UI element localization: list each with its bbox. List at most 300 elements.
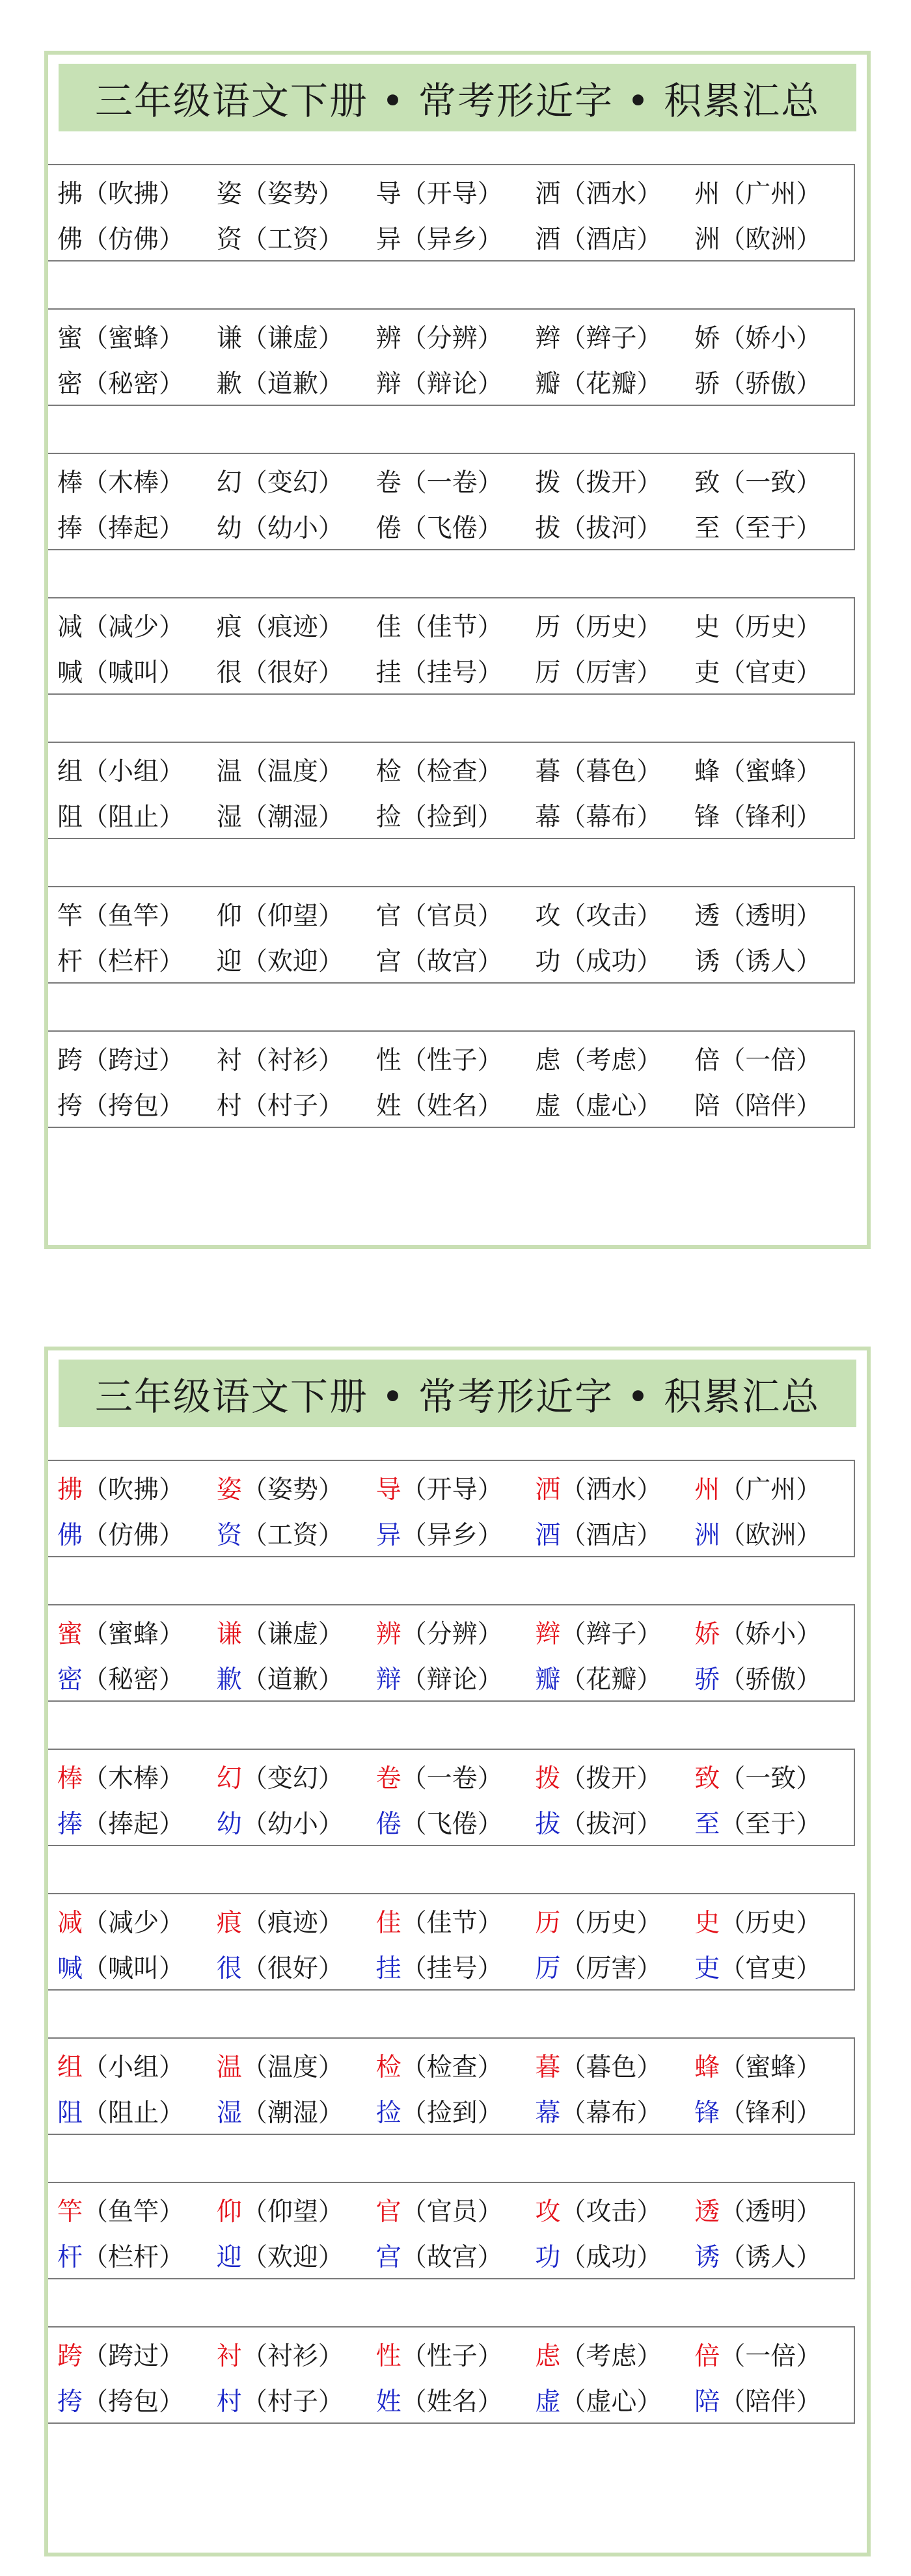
character: 组 [57,757,83,786]
character: 幕 [535,2099,561,2128]
char-pair [57,1948,217,1985]
group-row-bottom [48,1799,854,1845]
character: 竿 [57,902,83,931]
char-pair [217,2192,376,2228]
character: 很 [216,658,242,688]
char-pair [376,2381,536,2418]
example-word: （潮湿） [241,803,344,832]
char-pair [535,174,694,210]
character: 姓 [375,2387,401,2417]
char-pair [694,751,854,788]
character: 娇 [694,324,720,353]
char-pair [535,364,694,400]
character: 倦 [375,1810,401,1839]
character: 虑 [535,1046,561,1075]
char-pair [694,1469,854,1506]
character: 锋 [694,2099,720,2128]
char-pair [376,2237,536,2274]
char-pair [376,219,536,256]
example-word: （捡到） [401,803,503,832]
char-pair [376,2093,536,2129]
example-word: （锋利） [720,2099,822,2128]
example-word: （检查） [401,2053,503,2082]
example-word: （捧起） [83,1810,185,1839]
example-word: （鱼竿） [83,902,185,931]
char-pair [535,1948,694,1985]
char-pair [217,2237,376,2274]
char-pair [217,1903,376,1939]
char-pair [217,1614,376,1650]
group-row-top [48,314,854,359]
character: 衬 [216,2342,242,2371]
char-pair [376,2192,536,2228]
character: 资 [216,225,242,254]
char-pair [694,1758,854,1795]
groups-colored [48,1460,867,2424]
character: 挎 [57,1092,83,1121]
example-word: （洒水） [560,1475,662,1505]
char-pair [535,2093,694,2129]
char-pair [217,751,376,788]
character: 历 [535,1909,561,1938]
character: 村 [216,1092,242,1121]
character: 透 [694,2197,720,2227]
character: 洒 [535,1475,561,1505]
char-pair [376,1469,536,1506]
char-pair [535,2237,694,2274]
character: 陪 [694,1092,720,1121]
example-word: （娇小） [720,324,822,353]
example-word: （很好） [241,1954,344,1983]
example-word: （虚心） [560,1092,662,1121]
example-word: （历史） [720,1909,822,1938]
char-pair [694,219,854,256]
example-word: （暮色） [560,2053,662,2082]
character: 卷 [375,1764,401,1793]
example-word: （蜜蜂） [83,324,185,353]
char-pair [694,607,854,643]
example-word: （考虑） [560,1046,662,1075]
char-pair [217,1948,376,1985]
char-pair [57,652,217,689]
char-pair [57,941,217,978]
example-word: （检查） [401,757,503,786]
character: 减 [57,1909,83,1938]
example-word: （阻止） [83,803,185,832]
example-word: （历史） [720,613,822,642]
char-pair [376,1040,536,1077]
char-pair [57,1040,217,1077]
example-word: （温度） [241,757,344,786]
group-row-bottom [48,1081,854,1127]
example-word: （官吏） [720,658,822,688]
example-word: （捧起） [83,514,185,543]
example-word: （透明） [720,902,822,931]
group-row-bottom [48,503,854,549]
char-pair [57,174,217,210]
character: 吏 [694,1954,720,1983]
group-row-top [48,747,854,792]
char-pair [694,2381,854,2418]
character: 杆 [57,2243,83,2272]
character: 竿 [57,2197,83,2227]
group-row-top [48,1609,854,1655]
char-pair [217,174,376,210]
char-pair [57,1515,217,1551]
char-pair [217,2047,376,2084]
character: 温 [216,757,242,786]
character: 拔 [535,514,561,543]
char-pair [57,2192,217,2228]
example-word: （佳节） [401,613,503,642]
example-word: （痕迹） [241,1909,344,1938]
character: 酒 [535,225,561,254]
char-pair [535,508,694,544]
char-pair [694,1804,854,1840]
char-group-1 [48,164,855,262]
character: 卷 [375,468,401,498]
char-pair [694,797,854,833]
character: 洲 [694,1521,720,1550]
char-pair [376,174,536,210]
character: 娇 [694,1620,720,1649]
character: 仰 [216,2197,242,2227]
example-word: （喊叫） [83,1954,185,1983]
group-row-bottom [48,937,854,982]
example-word: （娇小） [720,1620,822,1649]
example-word: （很好） [241,658,344,688]
example-word: （一倍） [720,1046,822,1075]
char-pair [376,1659,536,1696]
character: 佳 [375,1909,401,1938]
char-pair [535,1903,694,1939]
character: 幻 [216,1764,242,1793]
character: 湿 [216,2099,242,2128]
char-pair [57,1804,217,1840]
example-word: （虚心） [560,2387,662,2417]
example-word: （吹拂） [83,180,185,209]
example-word: （谦虚） [241,1620,344,1649]
character: 辨 [375,1620,401,1649]
character: 痕 [216,1909,242,1938]
character: 捡 [375,2099,401,2128]
character: 挂 [375,1954,401,1983]
example-word: （拔河） [560,1810,662,1839]
character: 佛 [57,225,83,254]
character: 倦 [375,514,401,543]
char-pair [376,1903,536,1939]
character: 倍 [694,1046,720,1075]
char-pair [535,652,694,689]
example-word: （开导） [401,1475,503,1505]
char-pair [694,1903,854,1939]
character: 密 [57,1665,83,1695]
example-word: （花瓣） [560,1665,662,1695]
char-pair [535,2192,694,2228]
example-word: （捡到） [401,2099,503,2128]
example-word: （衬衫） [241,1046,344,1075]
example-word: （仰望） [241,2197,344,2227]
group-row-bottom [48,2088,854,2134]
char-pair [57,364,217,400]
example-word: （痕迹） [241,613,344,642]
example-word: （拨开） [560,1764,662,1793]
char-group-1 [48,1460,855,1557]
character: 官 [375,902,401,931]
character: 致 [694,468,720,498]
char-pair [694,2192,854,2228]
example-word: （跨过） [83,2342,185,2371]
character: 迎 [216,2243,242,2272]
character: 诱 [694,947,720,976]
character: 佛 [57,1521,83,1550]
char-pair [57,1614,217,1650]
character: 厉 [535,658,561,688]
char-pair [376,896,536,932]
example-word: （姿势） [241,180,344,209]
group-row-top [48,1036,854,1081]
example-word: （幼小） [241,514,344,543]
example-word: （木棒） [83,1764,185,1793]
char-pair [535,2336,694,2372]
character: 致 [694,1764,720,1793]
example-word: （一致） [720,468,822,498]
character: 洲 [694,225,720,254]
character: 瓣 [535,369,561,399]
character: 州 [694,180,720,209]
char-pair [535,1758,694,1795]
character: 辫 [535,1620,561,1649]
char-pair [376,318,536,355]
example-word: （至于） [720,514,822,543]
example-word: （骄傲） [720,1665,822,1695]
character: 功 [535,947,561,976]
char-pair [694,1086,854,1122]
char-pair [376,1804,536,1840]
character: 至 [694,1810,720,1839]
character: 喊 [57,1954,83,1983]
group-row-top [48,1754,854,1799]
char-pair [376,1948,536,1985]
char-pair [694,463,854,499]
example-word: （栏杆） [83,947,185,976]
character: 杆 [57,947,83,976]
char-pair [535,1804,694,1840]
character: 至 [694,514,720,543]
group-row-top [48,1898,854,1944]
example-word: （辫子） [560,1620,662,1649]
example-word: （飞倦） [401,1810,503,1839]
character: 性 [375,1046,401,1075]
example-word: （异乡） [401,1521,503,1550]
character: 蜂 [694,757,720,786]
example-word: （诱人） [720,2243,822,2272]
char-pair [694,318,854,355]
char-pair [376,508,536,544]
character: 宫 [375,2243,401,2272]
character: 厉 [535,1954,561,1983]
character: 捡 [375,803,401,832]
example-word: （衬衫） [241,2342,344,2371]
example-word: （小组） [83,757,185,786]
example-word: （故宫） [401,947,503,976]
example-word: （木棒） [83,468,185,498]
character: 谦 [216,1620,242,1649]
page-title: 三年级语文下册 • 常考形近字 • 积累汇总 [59,64,856,131]
example-word: （鱼竿） [83,2197,185,2227]
example-word: （飞倦） [401,514,503,543]
character: 异 [375,225,401,254]
group-row-bottom [48,1944,854,1989]
char-group-7 [48,2326,855,2424]
char-pair [694,652,854,689]
group-row-bottom [48,792,854,838]
char-pair [57,2047,217,2084]
example-word: （减少） [83,613,185,642]
char-pair [57,896,217,932]
character: 湿 [216,803,242,832]
character: 虑 [535,2342,561,2371]
example-word: （欧洲） [720,225,822,254]
example-word: （一致） [720,1764,822,1793]
char-group-3 [48,453,855,550]
char-pair [694,1948,854,1985]
char-group-6 [48,2182,855,2279]
character: 透 [694,902,720,931]
example-word: （小组） [83,2053,185,2082]
character: 拂 [57,1475,83,1505]
character: 辩 [375,369,401,399]
character: 温 [216,2053,242,2082]
char-group-5 [48,742,855,839]
example-word: （变幻） [241,468,344,498]
example-word: （锋利） [720,803,822,832]
group-row-top [48,602,854,648]
char-pair [694,941,854,978]
character: 陪 [694,2387,720,2417]
char-pair [376,751,536,788]
char-pair [535,797,694,833]
example-word: （辩论） [401,369,503,399]
char-pair [535,1469,694,1506]
char-pair [694,508,854,544]
example-word: （拨开） [560,468,662,498]
example-word: （姓名） [401,2387,503,2417]
example-word: （透明） [720,2197,822,2227]
example-word: （暮色） [560,757,662,786]
character: 检 [375,2053,401,2082]
character: 暮 [535,2053,561,2082]
example-word: （蜜蜂） [720,2053,822,2082]
example-word: （厉害） [560,658,662,688]
char-pair [535,318,694,355]
example-word: （道歉） [241,369,344,399]
group-row-bottom [48,1510,854,1556]
worksheet-colored [44,1347,871,2556]
example-word: （历史） [560,1909,662,1938]
char-pair [694,896,854,932]
example-word: （跨过） [83,1046,185,1075]
example-word: （成功） [560,2243,662,2272]
character: 虚 [535,1092,561,1121]
example-word: （酒店） [560,1521,662,1550]
char-pair [217,1804,376,1840]
example-word: （故宫） [401,2243,503,2272]
char-pair [217,2381,376,2418]
character: 村 [216,2387,242,2417]
char-group-2 [48,1604,855,1702]
char-pair [535,1040,694,1077]
char-pair [57,1758,217,1795]
character: 史 [694,1909,720,1938]
character: 蜜 [57,324,83,353]
example-word: （幼小） [241,1810,344,1839]
char-pair [217,607,376,643]
char-pair [217,318,376,355]
char-pair [376,1515,536,1551]
character: 诱 [694,2243,720,2272]
example-word: （一卷） [401,1764,503,1793]
character: 捧 [57,514,83,543]
group-row-top [48,891,854,937]
character: 功 [535,2243,561,2272]
character: 宫 [375,947,401,976]
character: 州 [694,1475,720,1505]
char-pair [376,364,536,400]
char-group-4 [48,1893,855,1991]
char-pair [217,2336,376,2372]
character: 史 [694,613,720,642]
char-pair [535,1086,694,1122]
example-word: （秘密） [83,1665,185,1695]
char-pair [694,2237,854,2274]
character: 捧 [57,1810,83,1839]
example-word: （幕布） [560,803,662,832]
char-group-4 [48,597,855,695]
char-pair [535,219,694,256]
group-row-top [48,169,854,215]
character: 组 [57,2053,83,2082]
character: 幼 [216,1810,242,1839]
character: 导 [375,180,401,209]
example-word: （官员） [401,2197,503,2227]
example-word: （村子） [241,2387,344,2417]
char-pair [694,1040,854,1077]
character: 阻 [57,2099,83,2128]
character: 攻 [535,2197,561,2227]
character: 幻 [216,468,242,498]
group-row-bottom [48,359,854,405]
example-word: （诱人） [720,947,822,976]
character: 锋 [694,803,720,832]
character: 吏 [694,658,720,688]
example-word: （辫子） [560,324,662,353]
example-word: （异乡） [401,225,503,254]
page-title-colored: 三年级语文下册 • 常考形近字 • 积累汇总 [59,1360,856,1427]
example-word: （潮湿） [241,2099,344,2128]
char-pair [57,751,217,788]
char-pair [57,607,217,643]
character: 辩 [375,1665,401,1695]
char-pair [217,1040,376,1077]
example-word: （工资） [241,225,344,254]
char-pair [535,2047,694,2084]
example-word: （广州） [720,180,822,209]
character: 挎 [57,2387,83,2417]
character: 姿 [216,180,242,209]
char-pair [217,941,376,978]
group-row-bottom [48,1655,854,1700]
